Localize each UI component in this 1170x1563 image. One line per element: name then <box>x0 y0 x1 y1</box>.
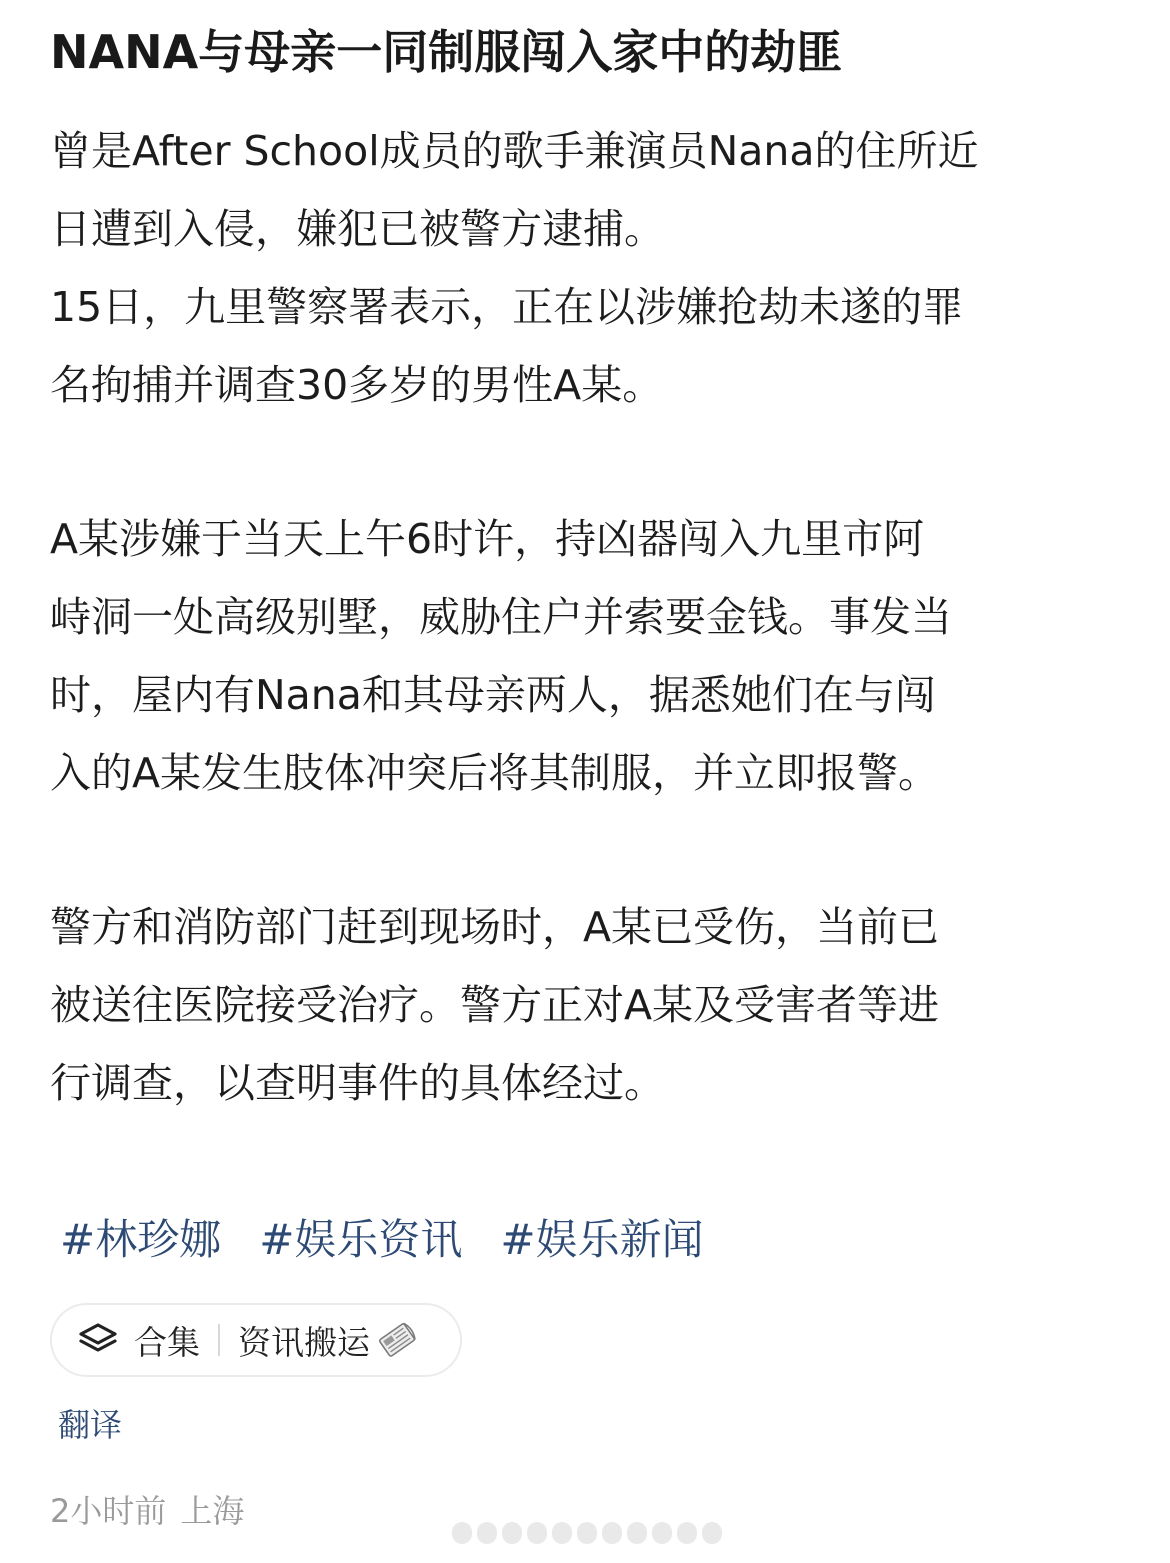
topic-tag-entertainment-info[interactable]: #娱乐资讯 <box>259 1215 463 1264</box>
collection-chip[interactable] <box>50 1303 462 1377</box>
scroll-indicator-segment <box>477 1522 497 1544</box>
scroll-indicator-segment <box>627 1522 647 1544</box>
topic-tag-entertainment-news[interactable]: #娱乐新闻 <box>500 1215 704 1264</box>
post-time: 2小时前 <box>50 1492 167 1530</box>
newspaper-icon <box>374 1317 420 1363</box>
paragraph-line: 时，屋内有Nana和其母亲两人，据悉她们在与闯 <box>50 671 936 719</box>
scroll-indicator-segment <box>502 1522 522 1544</box>
scroll-indicator-segment <box>652 1522 672 1544</box>
scroll-indicator-segment <box>602 1522 622 1544</box>
post-paragraph-2 <box>50 500 1125 812</box>
collection-label: 合集 <box>134 1322 200 1362</box>
topic-tags <box>60 1208 704 1272</box>
scroll-indicator-segment <box>577 1522 597 1544</box>
translate-button[interactable]: 翻译 <box>58 1406 123 1444</box>
paragraph-line: 名拘捕并调查30多岁的男性A某。 <box>50 361 664 409</box>
post-meta <box>50 1488 244 1534</box>
scroll-indicator-segment <box>527 1522 547 1544</box>
scroll-indicator-segment <box>552 1522 572 1544</box>
layers-icon <box>76 1318 120 1362</box>
scroll-indicator <box>452 1522 722 1544</box>
paragraph-line: A某涉嫌于当天上午6时许，持凶器闯入九里市阿 <box>50 515 925 563</box>
paragraph-line: 日遭到入侵，嫌犯已被警方逮捕。 <box>50 205 665 253</box>
chip-divider <box>218 1324 220 1356</box>
paragraph-line: 被送往医院接受治疗。警方正对A某及受害者等进 <box>50 981 940 1029</box>
scroll-indicator-segment <box>452 1522 472 1544</box>
post-paragraph-3 <box>50 888 1125 1122</box>
paragraph-line: 行调查，以查明事件的具体经过。 <box>50 1059 665 1107</box>
paragraph-line: 15日，九里警察署表示，正在以涉嫌抢劫未遂的罪 <box>50 283 964 331</box>
scroll-indicator-segment <box>677 1522 697 1544</box>
post-paragraph-1 <box>50 112 1125 424</box>
paragraph-line: 入的A某发生肢体冲突后将其制服，并立即报警。 <box>50 749 940 797</box>
collection-name: 资讯搬运 <box>238 1322 370 1362</box>
topic-tag-lin-zhen-na[interactable]: #林珍娜 <box>60 1215 222 1264</box>
scroll-indicator-segment <box>702 1522 722 1544</box>
post-title: NANA与母亲一同制服闯入家中的劫匪 <box>50 25 843 79</box>
paragraph-line: 曾是After School成员的歌手兼演员Nana的住所近 <box>50 127 979 175</box>
paragraph-line: 峙洞一处高级别墅，威胁住户并索要金钱。事发当 <box>50 593 952 641</box>
post-location: 上海 <box>180 1492 245 1530</box>
paragraph-line: 警方和消防部门赶到现场时，A某已受伤，当前已 <box>50 903 940 951</box>
